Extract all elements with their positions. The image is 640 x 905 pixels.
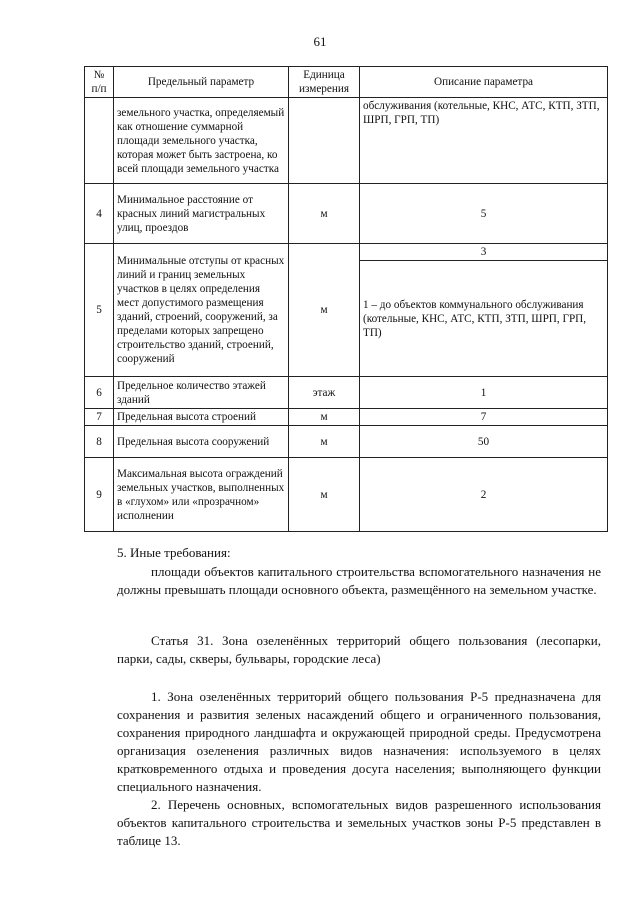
row-num — [85, 98, 114, 184]
row-num: 8 — [85, 426, 114, 458]
header-num: № п/п — [85, 67, 114, 98]
row-unit — [289, 98, 360, 184]
row-desc: 2 — [360, 458, 608, 532]
row-unit: м — [289, 184, 360, 244]
row-unit: м — [289, 409, 360, 426]
row-unit: м — [289, 426, 360, 458]
other-requirements-heading: 5. Иные требования: — [117, 545, 231, 560]
row-desc: 1 — [360, 377, 608, 409]
row-num: 5 — [85, 244, 114, 377]
row-unit: м — [289, 244, 360, 377]
article-paragraph-1: 1. Зона озеленённых территорий общего пользования Р-5 предназначена для сохранения и развития зеленых насаждений общего и ограниченного пользования, сохранения природного ландшафта и окружающей природной среды. Предусмотрена организация озеленения различных видов назначения: используемого в целях кратковременного отдыха и проведения досуга населения; выполняющего функции специального назначения. — [117, 689, 601, 794]
row-num: 7 — [85, 409, 114, 426]
row-desc: 7 — [360, 409, 608, 426]
row-unit: м — [289, 458, 360, 532]
article-paragraph-2: 2. Перечень основных, вспомогательных видов разрешенного использования объектов капитального строительства и земельных участков зоны Р-5 представлен в таблице 13. — [117, 797, 601, 848]
article-title: Статья 31. Зона озеленённых территорий общего пользования (лесопарки, парки, сады, скверы, бульвары, городские леса) — [117, 633, 601, 666]
row-desc-a: 3 — [360, 244, 608, 261]
row-param: Предельная высота строений — [114, 409, 289, 426]
table-header-row — [85, 67, 608, 98]
row-param: Минимальное расстояние от красных линий магистральных улиц, проездов — [114, 184, 289, 244]
table-row — [85, 409, 608, 426]
row-desc: 50 — [360, 426, 608, 458]
table-row — [85, 98, 608, 184]
row-param: Минимальные отступы от красных линий и границ земельных участков в целях определения мест допустимого размещения зданий, строений, сооружений, за пределами которых запрещено строительство зданий, строений, сооружений — [114, 244, 289, 377]
row-num: 9 — [85, 458, 114, 532]
header-desc: Описание параметра — [360, 67, 608, 98]
table-row — [85, 458, 608, 532]
row-param: Предельное количество этажей зданий — [114, 377, 289, 409]
table-row — [85, 184, 608, 244]
other-requirements-text-block — [117, 563, 601, 599]
row-num: 6 — [85, 377, 114, 409]
row-unit: этаж — [289, 377, 360, 409]
other-requirements-text: площади объектов капитального строительства вспомогательного назначения не должны превышать площади основного объекта, размещённого на земельном участке. — [117, 564, 601, 597]
header-unit: Единица измерения — [289, 67, 360, 98]
article-paragraph-2-block — [117, 796, 601, 850]
header-param: Предельный параметр — [114, 67, 289, 98]
row-param: Предельная высота сооружений — [114, 426, 289, 458]
row-num: 4 — [85, 184, 114, 244]
table-row — [85, 244, 608, 261]
row-param: Максимальная высота ограждений земельных участков, выполненных в «глухом» или «прозрачном» исполнении — [114, 458, 289, 532]
page-number: 61 — [313, 34, 327, 49]
parameters-table — [84, 66, 608, 532]
table-row — [85, 426, 608, 458]
article-title-block — [117, 632, 601, 668]
table-row — [85, 377, 608, 409]
row-param: земельного участка, определяемый как отношение суммарной площади земельного участка, которая может быть застроена, ко всей площади земельного участка — [114, 98, 289, 184]
row-desc-b: 1 – до объектов коммунального обслуживания (котельные, КНС, АТС, КТП, ЗТП, ШРП, ГРП, ТП) — [360, 261, 608, 377]
row-desc: 5 — [360, 184, 608, 244]
article-paragraph-1-block — [117, 688, 601, 796]
row-desc: обслуживания (котельные, КНС, АТС, КТП, ЗТП, ШРП, ГРП, ТП) — [360, 98, 608, 184]
